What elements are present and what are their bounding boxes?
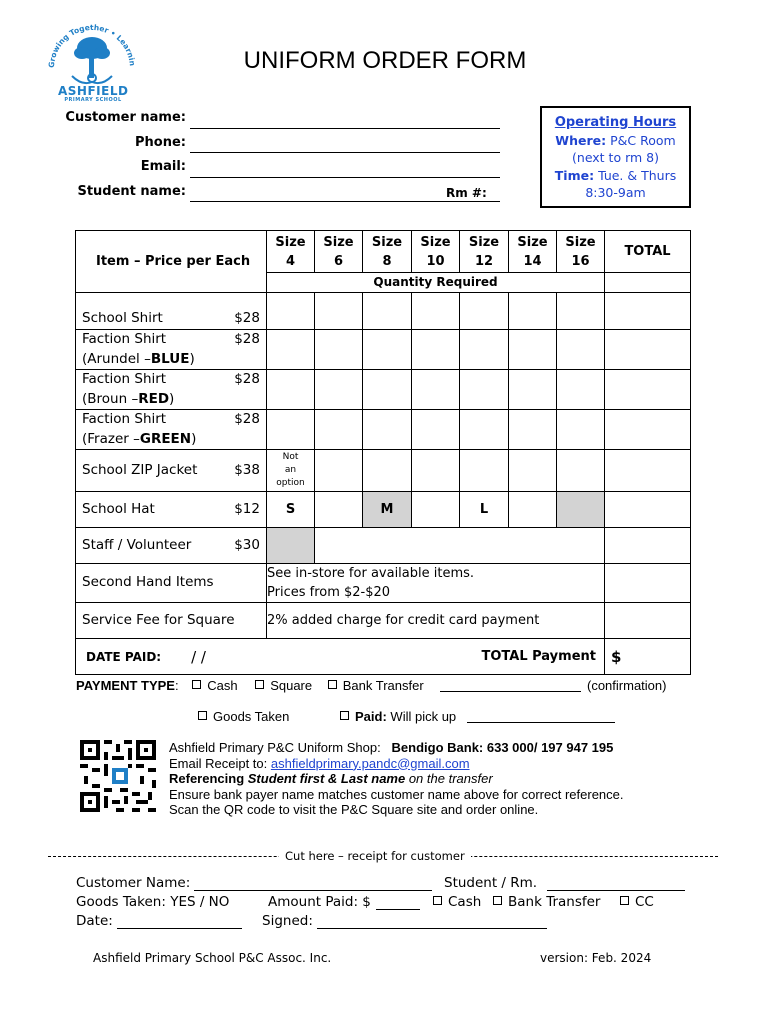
qty-cell[interactable] [509, 330, 557, 370]
qty-cell[interactable] [557, 293, 605, 330]
time-value-2: 8:30-9am [585, 185, 646, 200]
hat-size-large[interactable]: L [460, 492, 509, 528]
item-price: $30 [234, 536, 260, 553]
checkbox-icon [192, 680, 201, 689]
cash-option[interactable]: Cash [192, 678, 237, 693]
item-cell [76, 450, 267, 492]
qty-cell[interactable] [460, 293, 509, 330]
qty-cell[interactable] [460, 450, 509, 492]
checkbox-icon [340, 711, 349, 720]
receipt-signed-label: Signed: [262, 913, 313, 929]
size-header: Size 4 [267, 231, 315, 273]
checkbox-icon [198, 711, 207, 720]
item-cell [76, 492, 267, 528]
total-cell[interactable] [605, 293, 691, 330]
receipt-cc-option[interactable]: CC [620, 894, 654, 910]
qty-cell[interactable] [363, 330, 412, 370]
receipt-goods-taken[interactable]: Goods Taken: YES / NO [76, 894, 230, 910]
payment-type-label: PAYMENT TYPE [76, 678, 175, 693]
item-price: $38 [234, 461, 260, 478]
date-paid-label: DATE PAID: [86, 649, 162, 664]
receipt-customer-name-field[interactable] [194, 890, 432, 891]
goods-taken-option[interactable]: Goods Taken [198, 709, 289, 724]
bank-note: Ensure bank payer name matches customer name above for correct reference. [169, 786, 624, 802]
not-an-option-cell: Not an option [267, 450, 315, 492]
qty-cell[interactable] [363, 370, 412, 410]
receipt-signed-field[interactable] [317, 928, 547, 929]
qty-cell[interactable] [509, 370, 557, 410]
qty-cell[interactable] [267, 410, 315, 450]
total-cell[interactable] [605, 450, 691, 492]
operating-hours-box [540, 106, 691, 208]
form-title: UNIFORM ORDER FORM [243, 47, 527, 74]
customer-name-field[interactable] [190, 128, 500, 129]
logo-school-name: ASHFIELD [58, 84, 129, 98]
student-name-field[interactable] [190, 201, 500, 202]
phone-field[interactable] [190, 152, 500, 153]
qty-cell[interactable] [315, 293, 363, 330]
checkbox-icon [493, 896, 502, 905]
receipt-amount-paid-label: Amount Paid: $ [268, 894, 371, 910]
qty-cell[interactable] [557, 330, 605, 370]
item-price: $28 [234, 309, 260, 326]
phone-label: Phone: [135, 135, 186, 150]
receipt-student-rm-field[interactable] [547, 890, 685, 891]
qty-cell[interactable] [315, 370, 363, 410]
qty-cell[interactable] [363, 410, 412, 450]
confirmation-label: (confirmation) [587, 678, 667, 693]
quantity-required-header: Quantity Required [267, 273, 605, 293]
receipt-bank-transfer-option[interactable]: Bank Transfer [493, 894, 600, 910]
checkbox-icon [433, 896, 442, 905]
qty-cell[interactable] [315, 410, 363, 450]
item-name: Second Hand Items [82, 574, 214, 591]
total-cell[interactable] [605, 528, 691, 564]
total-header: TOTAL [605, 231, 691, 273]
item-name: School ZIP Jacket [82, 461, 198, 478]
size-header: Size 10 [412, 231, 460, 273]
total-cell[interactable] [605, 370, 691, 410]
item-price-header: Item – Price per Each [76, 231, 267, 293]
checkbox-icon [255, 680, 264, 689]
item-cell [76, 528, 267, 564]
hours-heading: Operating Hours [554, 115, 677, 130]
size-header: Size 12 [460, 231, 509, 273]
qty-cell[interactable] [267, 370, 315, 410]
qty-cell[interactable] [363, 450, 412, 492]
qty-cell[interactable] [557, 370, 605, 410]
date-paid-field[interactable]: / / [191, 647, 206, 666]
item-price: $28 [234, 411, 260, 427]
checkbox-icon [620, 896, 629, 905]
checkbox-icon [328, 680, 337, 689]
qty-cell[interactable] [509, 410, 557, 450]
qty-cell[interactable] [267, 293, 315, 330]
qty-cell[interactable] [267, 330, 315, 370]
service-fee-note: 2% added charge for credit card payment [267, 603, 605, 639]
total-payment-field[interactable]: $ [605, 639, 691, 675]
qty-cell[interactable] [460, 370, 509, 410]
receipt-customer-name-label: Customer Name: [76, 875, 191, 891]
where-label: Where: [555, 132, 607, 148]
size-header: Size 6 [315, 231, 363, 273]
qr-code[interactable] [80, 740, 156, 817]
shaded-cell [557, 492, 605, 528]
hat-size-medium[interactable]: M [363, 492, 412, 528]
item-cell: Faction Shirt $28 (Arundel – BLUE ) [76, 330, 267, 370]
total-cell[interactable] [605, 410, 691, 450]
item-name: Faction Shirt [82, 411, 167, 427]
receipt-student-rm-label: Student / Rm. [444, 875, 538, 891]
total-cell[interactable] [605, 330, 691, 370]
receipt-cash-option[interactable]: Cash [433, 894, 481, 910]
total-payment-label: TOTAL Payment [481, 649, 596, 664]
qty-cell[interactable] [509, 492, 557, 528]
total-cell[interactable] [605, 492, 691, 528]
size-header: Size 8 [363, 231, 412, 273]
item-name: Faction Shirt [82, 331, 167, 347]
qty-cell[interactable] [412, 293, 460, 330]
hat-size-small[interactable]: S [267, 492, 315, 528]
receipt-date-field[interactable] [117, 928, 242, 929]
item-cell: Faction Shirt $28 (Broun – RED ) [76, 370, 267, 410]
item-name: Staff / Volunteer [82, 536, 192, 553]
email-label: Email: [140, 159, 186, 174]
paid-option[interactable]: Paid: Will pick up [340, 709, 456, 724]
qty-cell[interactable] [363, 293, 412, 330]
order-table [75, 230, 691, 675]
item-price: $28 [234, 371, 260, 387]
shaded-cell [267, 528, 315, 564]
item-name: School Hat [82, 500, 155, 517]
where-value-2: (next to rm 8) [572, 150, 659, 165]
time-value: Tue. & Thurs [598, 167, 677, 183]
footer-version: version: Feb. 2024 [540, 951, 652, 965]
payment-type-row: PAYMENT TYPE: Cash Square Bank Transfer [76, 678, 424, 693]
qty-cell[interactable] [460, 410, 509, 450]
bank-details: Bendigo Bank: 633 000/ 197 947 195 [391, 740, 614, 755]
size-header: Size 14 [509, 231, 557, 273]
qty-cell[interactable] [509, 293, 557, 330]
qty-cell[interactable] [315, 528, 605, 564]
item-cell: Faction Shirt $28 (Frazer – GREEN ) [76, 410, 267, 450]
date-total-row [76, 639, 605, 675]
student-name-label: Student name: [77, 184, 186, 199]
qty-cell[interactable] [460, 330, 509, 370]
item-name: School Shirt [82, 309, 163, 326]
qty-cell[interactable] [412, 492, 460, 528]
size-header: Size 16 [557, 231, 605, 273]
receipt-amount-paid-field[interactable] [376, 909, 420, 910]
logo-school-subname: PRIMARY SCHOOL [64, 97, 122, 103]
time-label: Time: [554, 167, 595, 183]
bank-transfer-option[interactable]: Bank Transfer [328, 678, 424, 693]
qty-cell[interactable] [315, 330, 363, 370]
qty-cell[interactable] [412, 370, 460, 410]
qty-cell[interactable] [557, 450, 605, 492]
qty-cell[interactable] [412, 450, 460, 492]
logo-motto: Growing Together • Learnin [46, 22, 138, 69]
item-cell [76, 564, 267, 603]
where-value: P&C Room [610, 132, 676, 148]
total-cell[interactable] [605, 564, 691, 603]
email-field[interactable] [190, 177, 500, 178]
qty-cell[interactable] [315, 450, 363, 492]
customer-name-label: Customer name: [65, 110, 186, 125]
item-cell [76, 603, 267, 639]
qty-cell[interactable] [557, 410, 605, 450]
item-price: $28 [234, 331, 260, 347]
total-cell[interactable] [605, 603, 691, 639]
item-cell [76, 293, 267, 330]
pick-up-field[interactable] [467, 722, 615, 723]
item-price: $12 [234, 500, 260, 517]
qr-note: Scan the QR code to visit the P&C Square site and order online. [169, 802, 539, 817]
uniform-shop-label: Ashfield Primary P&C Uniform Shop: [169, 740, 381, 755]
qty-cell[interactable] [412, 330, 460, 370]
bank-info: Ashfield Primary P&C Uniform Shop: Bendigo Bank: 633 000/ 197 947 195 Email Receipt to: ashfieldprimary.pandc@gmail.com Referencing Student first & Last name on the transfer Ensure bank payer name matches customer name above for correct reference. Scan the QR code to visit the P&C Square site and order online. [169, 740, 624, 817]
room-label: Rm #: [446, 186, 487, 200]
item-name: Service Fee for Square [82, 611, 235, 628]
receipt-email-link[interactable]: ashfieldprimary.pandc@gmail.com [270, 755, 470, 771]
footer-assoc: Ashfield Primary School P&C Assoc. Inc. [93, 951, 332, 965]
qty-cell[interactable] [412, 410, 460, 450]
square-option[interactable]: Square [255, 678, 312, 693]
confirmation-field[interactable] [440, 691, 581, 692]
qty-cell[interactable] [509, 450, 557, 492]
item-name: Faction Shirt [82, 371, 167, 387]
second-hand-note: See in-store for available items. Prices from $2-$20 [267, 564, 605, 603]
qty-cell[interactable] [315, 492, 363, 528]
cut-here-label: Cut here – receipt for customer [279, 849, 471, 863]
receipt-date-label: Date: [76, 913, 113, 929]
